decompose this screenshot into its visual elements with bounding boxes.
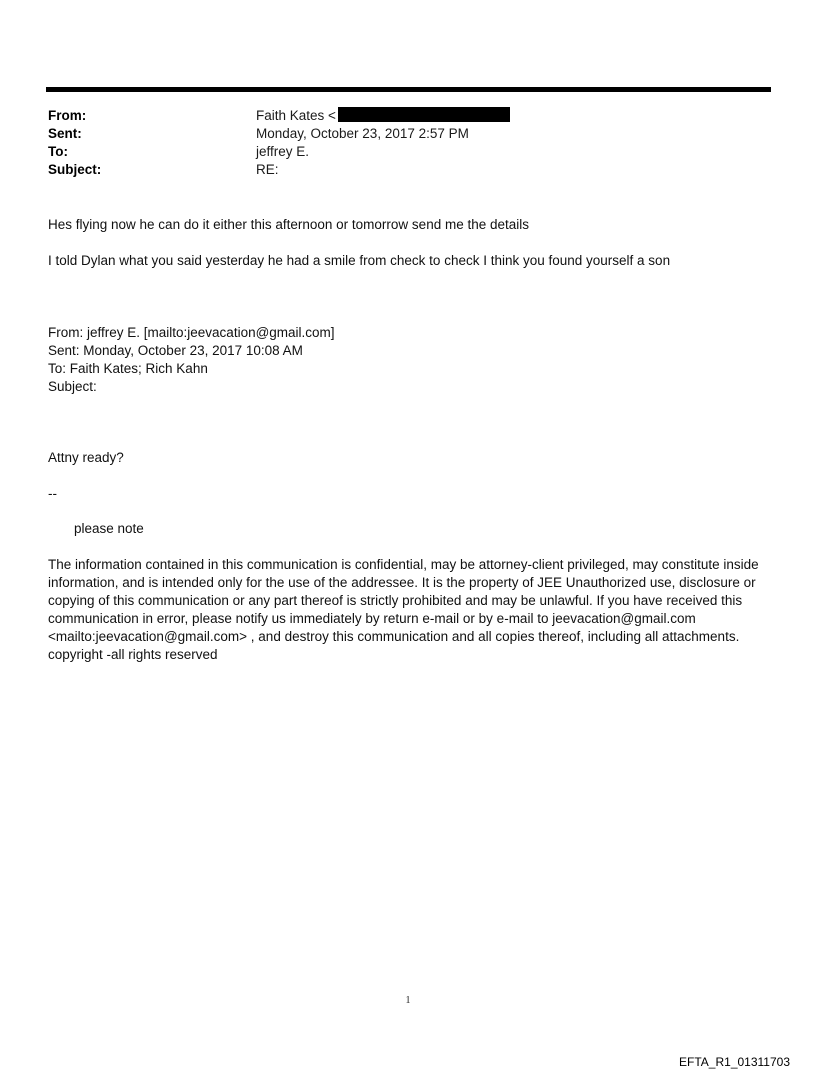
body-line-1: Hes flying now he can do it either this afternoon or tomorrow send me the details [48,217,530,232]
signature-separator: -- [48,486,57,501]
quoted-header [48,324,335,396]
to-row [48,143,748,161]
header-divider [46,87,771,92]
subject-row [48,161,748,179]
please-note: please note [74,521,144,536]
subject-label: Subject: [48,162,102,177]
sent-value: Monday, October 23, 2017 2:57 PM [256,126,469,141]
body-line-2: I told Dylan what you said yesterday he had a smile from check to check I think you found yourself a son [48,253,671,268]
quoted-from: From: jeffrey E. [mailto:jeevacation@gmail.com] [48,325,335,340]
document-id: EFTA_R1_01311703 [679,1055,790,1069]
to-value: jeffrey E. [256,144,310,159]
confidentiality-disclaimer: The information contained in this communication is confidential, may be attorney-client privileged, may constitute inside information, and is intended only for the use of the addressee. It is the property of JEE Unauthorized use, disclosure or copying of this communication or any part thereof is strictly prohibited and may be unlawful. If you have received this communication in error, please notify us immediately by return e-mail or by e-mail to jeevacation@gmail.com <mailto:jeevacation@gmail.com> , and destroy this communication and all copies thereof, including all attachments. copyright -all rights reserved [48,557,759,662]
quoted-subject: Subject: [48,379,97,394]
sent-label: Sent: [48,126,82,141]
to-label: To: [48,144,68,159]
redaction-bar [338,107,510,122]
page-number: 1 [405,995,411,1006]
subject-value: RE: [256,162,279,177]
sent-row [48,125,748,143]
from-sender: Faith Kates < [256,108,336,123]
quoted-to: To: Faith Kates; Rich Kahn [48,361,208,376]
email-header [48,107,748,179]
from-value [256,107,510,125]
quoted-message: Attny ready? [48,450,124,465]
from-row [48,107,748,125]
from-label: From: [48,108,87,123]
quoted-sent: Sent: Monday, October 23, 2017 10:08 AM [48,343,303,358]
